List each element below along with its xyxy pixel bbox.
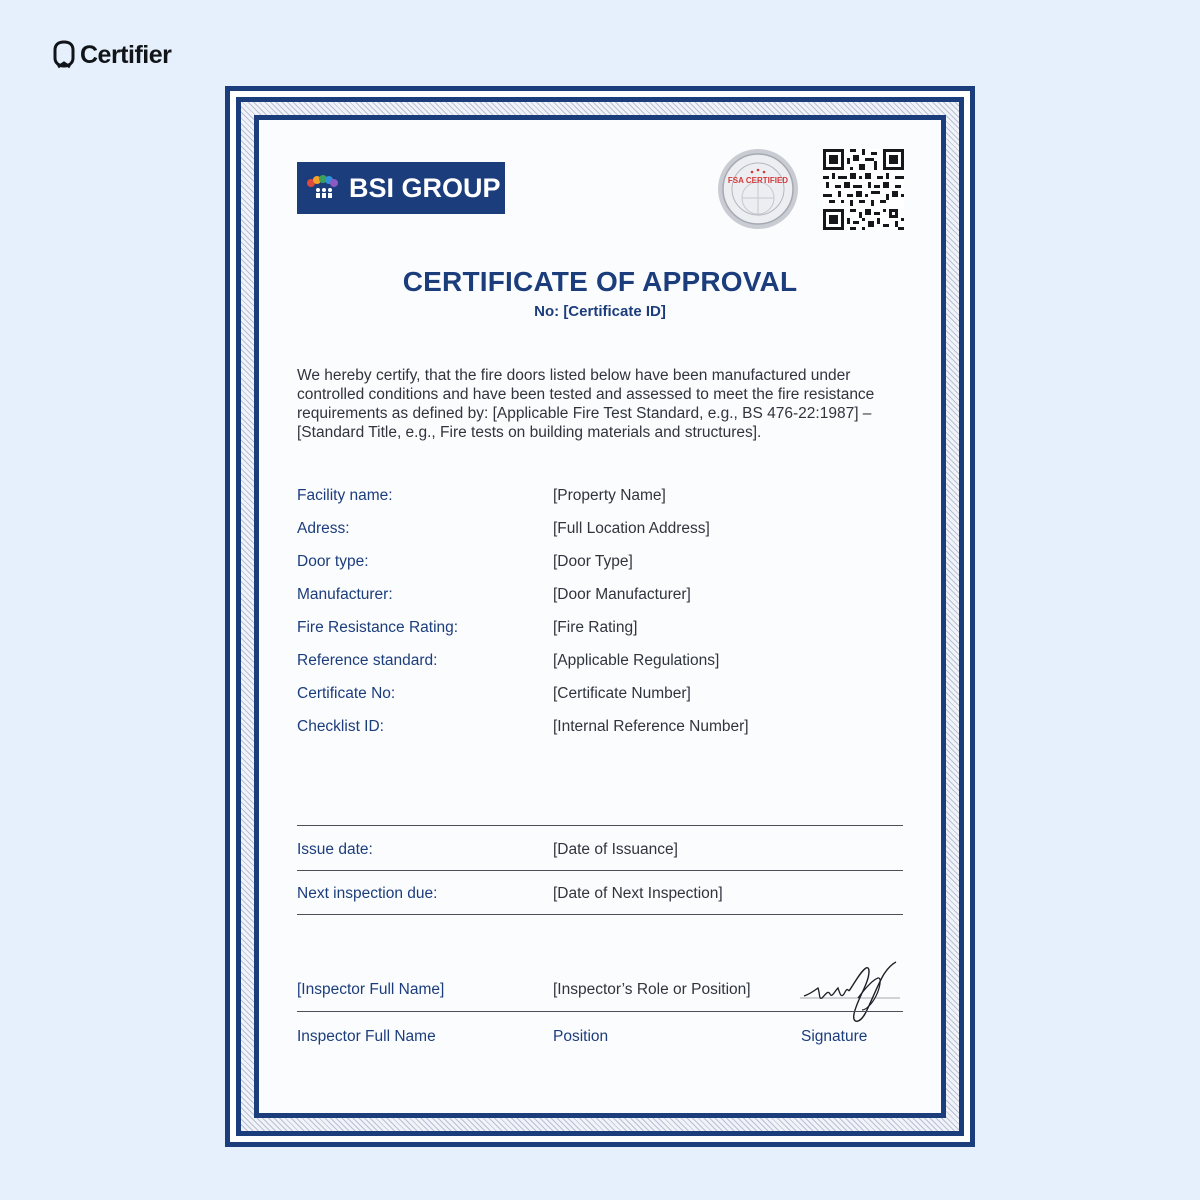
issue-date-value: [Date of Issuance] [553,841,678,858]
fsa-seal-icon [717,148,799,230]
certificate-title: CERTIFICATE OF APPROVAL [402,266,798,297]
field-label-reference-standard: Reference standard: [297,652,438,669]
field-value-address: [Full Location Address] [553,520,710,537]
next-inspection-value: [Date of Next Inspection] [553,885,723,902]
field-value-reference-standard: [Applicable Regulations] [553,652,720,669]
field-value-manufacturer: [Door Manufacturer] [553,586,691,603]
brand-name: Certifier [80,40,172,69]
inspector-name-value: [Inspector Full Name] [297,981,445,998]
certificate-number: No: [Certificate ID] [534,303,666,320]
certifier-logo [52,40,171,70]
divider [297,825,903,826]
bsi-logo-text: BSI GROUP [349,172,501,203]
field-value-facility-name: [Property Name] [553,487,666,504]
bsi-people-icon [305,173,339,203]
issue-date-label: Issue date: [297,841,373,858]
field-value-door-type: [Door Type] [553,553,633,570]
signature-caption: Signature [801,1028,868,1045]
certification-statement: We hereby certify, that the fire doors listed below have been manufactured under controlled conditions and have been tested and assessed to meet the fire resistance requirements as defined by: [Applicable Fire Test Standard, e.g., BS 476-22:1987] – [Standard Title, e.g., Fire tests on building materials and structures]. [297,367,875,441]
qr-code-icon [823,149,904,230]
signature-icon [800,958,905,1033]
field-label-manufacturer: Manufacturer: [297,586,393,603]
next-inspection-label: Next inspection due: [297,885,438,902]
field-label-address: Adress: [297,520,350,537]
inspector-role-value: [Inspector’s Role or Position] [553,981,751,998]
field-value-certificate-no: [Certificate Number] [553,685,691,702]
signature-line [297,1011,903,1012]
shield-check-icon [52,40,76,70]
field-label-checklist-id: Checklist ID: [297,718,384,735]
field-label-certificate-no: Certificate No: [297,685,396,702]
bsi-group-logo [297,162,505,214]
seal-text: FSA CERTIFIED [727,176,789,185]
field-label-fire-rating: Fire Resistance Rating: [297,619,459,636]
field-value-fire-rating: [Fire Rating] [553,619,638,636]
divider [297,870,903,871]
divider [297,914,903,915]
field-label-facility-name: Facility name: [297,487,393,504]
inspector-name-caption: Inspector Full Name [297,1028,436,1045]
field-label-door-type: Door type: [297,553,369,570]
position-caption: Position [553,1028,609,1045]
field-value-checklist-id: [Internal Reference Number] [553,718,749,735]
